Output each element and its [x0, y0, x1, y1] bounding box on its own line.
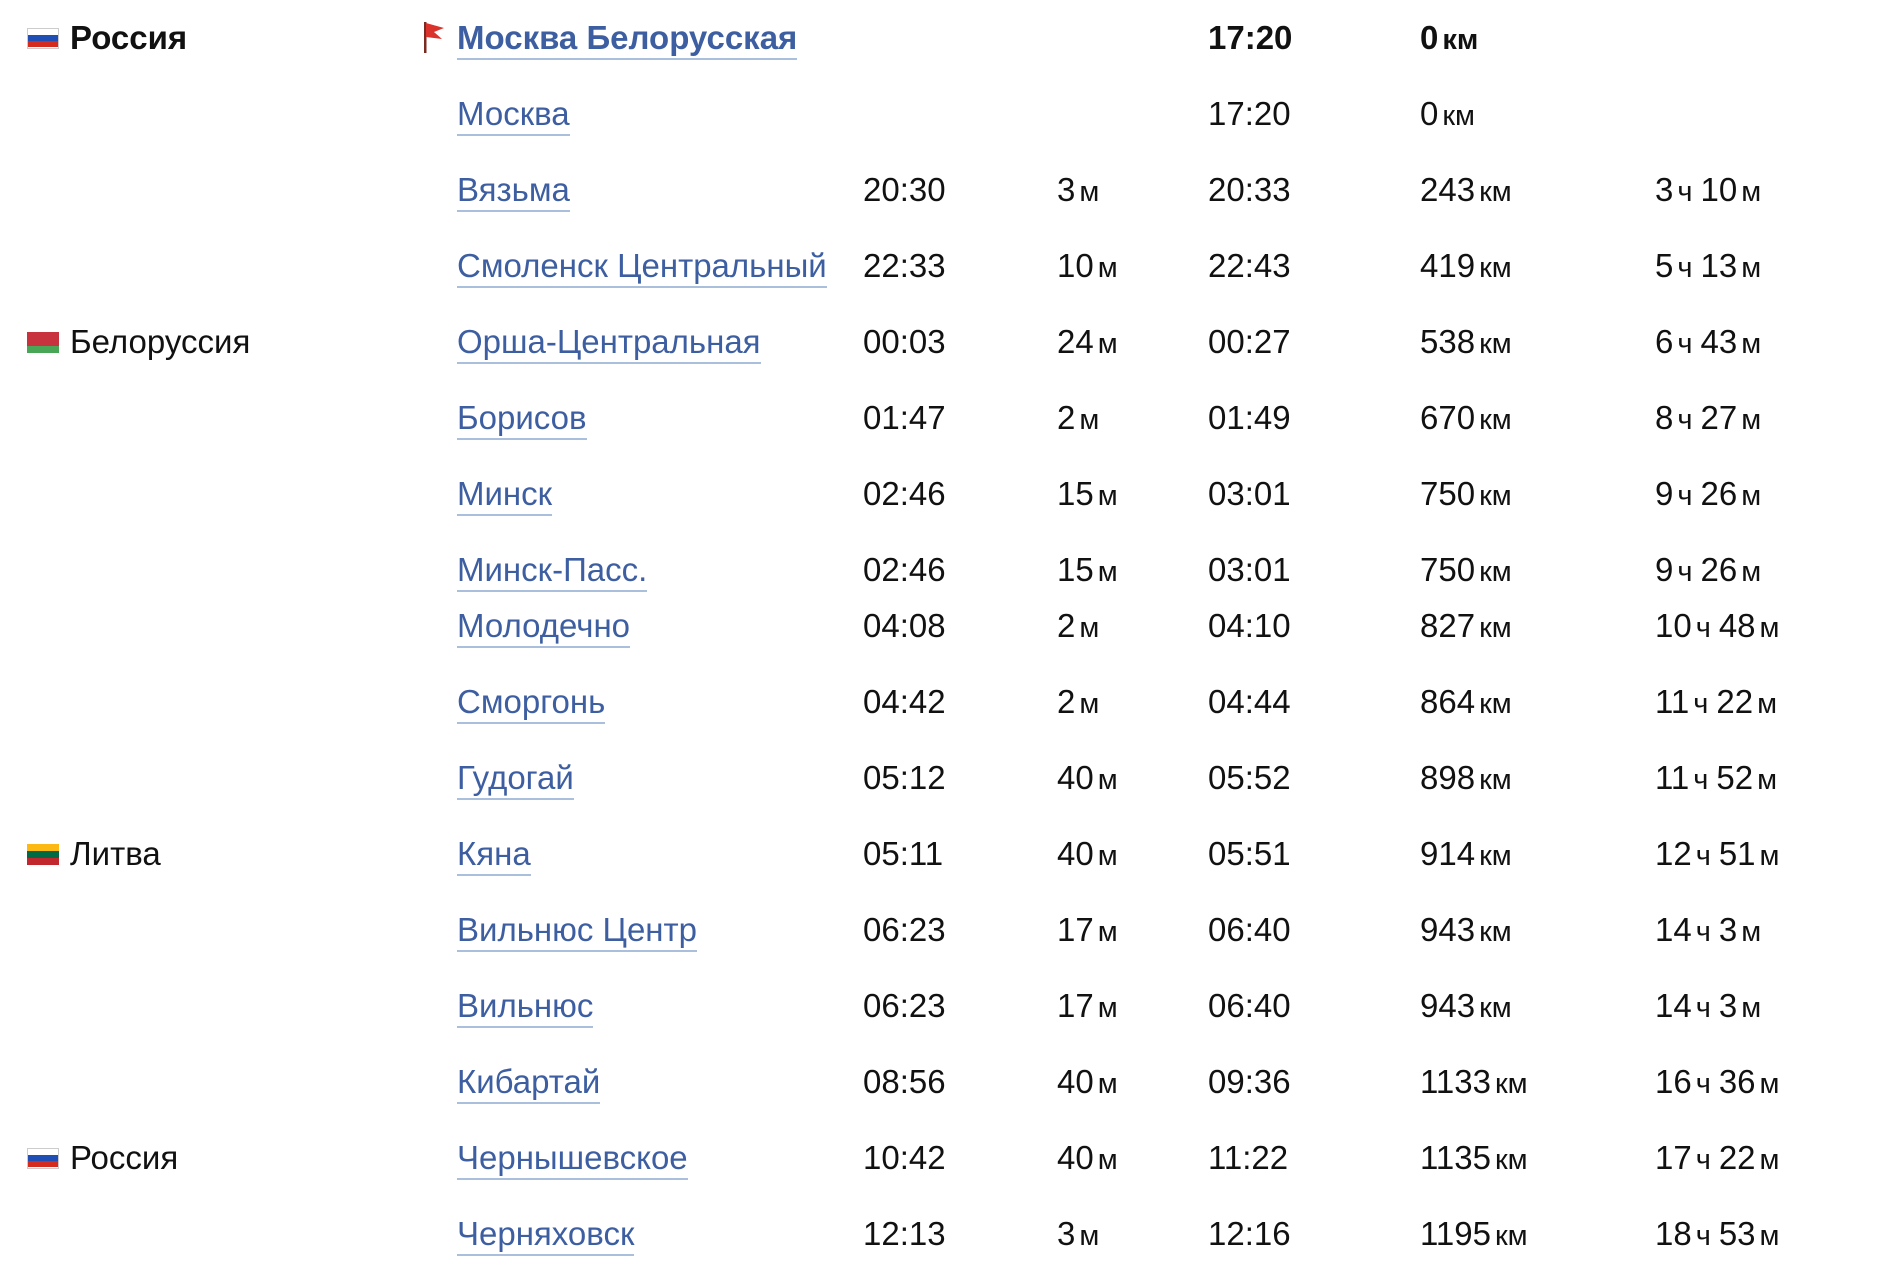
travel-hours: 11 [1655, 683, 1690, 720]
stop-unit: м [1079, 612, 1100, 644]
station-cell [457, 1196, 634, 1272]
distance-value: 914 [1420, 835, 1476, 872]
departure-time: 12:16 [1208, 1215, 1291, 1252]
travel-hours: 14 [1655, 987, 1692, 1024]
travel-minutes: 52 [1716, 759, 1754, 796]
country-cell [27, 816, 161, 892]
distance-unit: км [1479, 404, 1512, 436]
departure-time: 00:27 [1208, 323, 1291, 360]
station-link[interactable]: Черняховск [457, 1215, 634, 1256]
arrival-time: 00:03 [863, 323, 946, 360]
minutes-unit: м [1741, 480, 1762, 512]
station-link[interactable]: Гудогай [457, 759, 574, 800]
hours-unit: ч [1677, 176, 1693, 208]
travel-time [1655, 228, 1761, 304]
departure-time: 17:20 [1208, 95, 1291, 132]
station-cell [457, 456, 552, 532]
arrival-time: 04:42 [863, 683, 946, 720]
departure-time: 11:22 [1208, 1139, 1289, 1176]
hours-unit: ч [1677, 480, 1693, 512]
departure-time: 20:33 [1208, 171, 1291, 208]
distance-value: 0 [1420, 19, 1439, 56]
schedule-row [0, 76, 1890, 152]
distance [1420, 304, 1512, 380]
travel-minutes: 48 [1718, 607, 1756, 644]
schedule-row [0, 380, 1890, 456]
station-link[interactable]: Москва [457, 95, 570, 136]
distance-value: 827 [1420, 607, 1476, 644]
station-cell [457, 1044, 600, 1120]
distance [1420, 588, 1512, 664]
travel-time [1655, 1044, 1779, 1120]
distance-unit: км [1479, 612, 1512, 644]
arrival-time: 12:13 [863, 1215, 946, 1252]
travel-hours: 12 [1655, 835, 1692, 872]
minutes-unit: м [1741, 404, 1762, 436]
travel-minutes: 10 [1700, 171, 1738, 208]
stop-value: 40 [1057, 1063, 1094, 1100]
travel-hours: 9 [1655, 551, 1674, 588]
hours-unit: ч [1693, 688, 1709, 720]
hours-unit: ч [1695, 1068, 1711, 1100]
departure-time: 05:51 [1208, 835, 1291, 872]
arrival-time: 22:33 [863, 247, 946, 284]
distance [1420, 228, 1512, 304]
departure-time: 03:01 [1208, 475, 1291, 512]
station-cell [457, 304, 761, 380]
distance-unit: км [1479, 328, 1512, 360]
distance-unit: км [1442, 24, 1479, 56]
arrival-time: 06:23 [863, 987, 946, 1024]
minutes-unit: м [1741, 176, 1762, 208]
departure-time: 04:44 [1208, 683, 1291, 720]
distance [1420, 740, 1512, 816]
arrival-time: 02:46 [863, 551, 946, 588]
stop-value: 2 [1057, 683, 1076, 720]
stop-duration [1057, 664, 1099, 740]
departure-time: 01:49 [1208, 399, 1291, 436]
stop-unit: м [1097, 1068, 1118, 1100]
travel-hours: 6 [1655, 323, 1674, 360]
schedule-row [0, 1044, 1890, 1120]
stop-value: 3 [1057, 171, 1076, 208]
stop-unit: м [1079, 404, 1100, 436]
travel-hours: 17 [1655, 1139, 1692, 1176]
country-name: Литва [70, 835, 161, 872]
station-link[interactable]: Кибартай [457, 1063, 600, 1104]
distance [1420, 1044, 1528, 1120]
travel-minutes: 22 [1718, 1139, 1756, 1176]
hours-unit: ч [1677, 328, 1693, 360]
distance-value: 1135 [1420, 1139, 1491, 1176]
country-cell [27, 1120, 178, 1196]
minutes-unit: м [1741, 328, 1762, 360]
station-cell [457, 1120, 688, 1196]
departure-time: 09:36 [1208, 1063, 1291, 1100]
distance-unit: км [1479, 764, 1512, 796]
distance-unit: км [1479, 992, 1512, 1024]
minutes-unit: м [1757, 688, 1778, 720]
stop-value: 40 [1057, 759, 1094, 796]
travel-minutes: 27 [1700, 399, 1738, 436]
distance-value: 0 [1420, 95, 1439, 132]
station-cell [457, 740, 574, 816]
distance-value: 419 [1420, 247, 1476, 284]
minutes-unit: м [1759, 612, 1780, 644]
distance-value: 943 [1420, 987, 1476, 1024]
arrival-time: 05:12 [863, 759, 946, 796]
stop-value: 3 [1057, 1215, 1076, 1252]
arrival-time: 04:08 [863, 607, 946, 644]
distance [1420, 892, 1512, 968]
arrival-time: 05:11 [863, 835, 944, 872]
distance-value: 243 [1420, 171, 1476, 208]
distance [1420, 816, 1512, 892]
stop-duration [1057, 1196, 1099, 1272]
station-link[interactable]: Молодечно [457, 607, 630, 648]
travel-hours: 16 [1655, 1063, 1692, 1100]
stop-unit: м [1097, 328, 1118, 360]
travel-time [1655, 816, 1779, 892]
stop-unit: м [1097, 252, 1118, 284]
minutes-unit: м [1741, 992, 1762, 1024]
schedule-row [0, 456, 1890, 532]
hours-unit: ч [1693, 764, 1709, 796]
station-link[interactable]: Орша-Центральная [457, 323, 761, 364]
hours-unit: ч [1695, 992, 1711, 1024]
stop-duration [1057, 968, 1118, 1044]
stop-unit: м [1097, 1144, 1118, 1176]
distance-unit: км [1494, 1068, 1528, 1100]
travel-time [1655, 892, 1761, 968]
distance [1420, 664, 1512, 740]
station-link[interactable]: Борисов [457, 399, 587, 440]
station-cell [457, 968, 593, 1044]
country-cell [27, 0, 187, 76]
travel-hours: 3 [1655, 171, 1674, 208]
stop-value: 40 [1057, 835, 1094, 872]
distance-unit: км [1479, 252, 1512, 284]
stop-unit: м [1097, 992, 1118, 1024]
start-flag-icon [421, 20, 447, 54]
distance [1420, 1196, 1528, 1272]
station-cell [457, 588, 630, 664]
station-cell [457, 816, 531, 892]
hours-unit: ч [1695, 612, 1711, 644]
stop-duration [1057, 228, 1118, 304]
travel-time [1655, 304, 1761, 380]
stop-duration [1057, 152, 1099, 228]
departure-time: 06:40 [1208, 911, 1291, 948]
stop-value: 17 [1057, 987, 1094, 1024]
station-cell [457, 664, 605, 740]
stop-unit: м [1079, 1220, 1100, 1252]
distance-value: 750 [1420, 475, 1476, 512]
stop-duration [1057, 380, 1099, 456]
distance [1420, 152, 1512, 228]
arrival-time: 01:47 [863, 399, 946, 436]
departure-time: 04:10 [1208, 607, 1291, 644]
travel-minutes: 26 [1700, 475, 1738, 512]
departure-time: 05:52 [1208, 759, 1291, 796]
minutes-unit: м [1759, 840, 1780, 872]
travel-time [1655, 588, 1779, 664]
travel-time [1655, 1196, 1779, 1272]
distance [1420, 968, 1512, 1044]
stop-value: 2 [1057, 607, 1076, 644]
stop-duration [1057, 816, 1118, 892]
distance [1420, 456, 1512, 532]
travel-minutes: 3 [1718, 911, 1738, 948]
distance-unit: км [1479, 688, 1512, 720]
stop-duration [1057, 304, 1118, 380]
hours-unit: ч [1695, 916, 1711, 948]
station-link[interactable]: Вильнюс [457, 987, 593, 1028]
schedule-row [0, 0, 1890, 76]
schedule-row [0, 740, 1890, 816]
stop-value: 10 [1057, 247, 1094, 284]
travel-time [1655, 152, 1761, 228]
minutes-unit: м [1741, 556, 1762, 588]
stop-value: 15 [1057, 551, 1094, 588]
station-cell [457, 152, 570, 228]
distance [1420, 0, 1478, 76]
distance [1420, 76, 1475, 152]
travel-time [1655, 740, 1777, 816]
station-link[interactable]: Минск-Пасс. [457, 551, 647, 592]
distance-value: 670 [1420, 399, 1476, 436]
travel-time [1655, 1120, 1779, 1196]
distance-unit: км [1479, 916, 1512, 948]
station-cell [457, 0, 797, 76]
arrival-time: 02:46 [863, 475, 946, 512]
arrival-time: 20:30 [863, 171, 946, 208]
stop-unit: м [1079, 176, 1100, 208]
stop-unit: м [1097, 556, 1118, 588]
travel-minutes: 43 [1700, 323, 1738, 360]
schedule-row [0, 664, 1890, 740]
distance-unit: км [1479, 480, 1512, 512]
stop-unit: м [1097, 764, 1118, 796]
stop-unit: м [1097, 916, 1118, 948]
travel-minutes: 13 [1700, 247, 1738, 284]
hours-unit: ч [1677, 252, 1693, 284]
schedule-row [0, 152, 1890, 228]
arrival-time: 08:56 [863, 1063, 946, 1100]
schedule-row [0, 816, 1890, 892]
stop-value: 40 [1057, 1139, 1094, 1176]
departure-time: 22:43 [1208, 247, 1291, 284]
hours-unit: ч [1677, 556, 1693, 588]
stop-duration [1057, 1044, 1118, 1120]
stop-unit: м [1097, 840, 1118, 872]
country-name: Россия [70, 19, 188, 56]
station-link[interactable]: Минск [457, 475, 552, 516]
minutes-unit: м [1759, 1068, 1780, 1100]
stop-value: 17 [1057, 911, 1094, 948]
arrival-time: 10:42 [863, 1139, 946, 1176]
travel-hours: 10 [1655, 607, 1692, 644]
minutes-unit: м [1759, 1144, 1780, 1176]
schedule-row [0, 1196, 1890, 1272]
distance-value: 864 [1420, 683, 1476, 720]
departure-time: 03:01 [1208, 551, 1291, 588]
travel-time [1655, 968, 1761, 1044]
distance-value: 750 [1420, 551, 1476, 588]
station-cell [457, 380, 587, 456]
stop-duration [1057, 740, 1118, 816]
travel-minutes: 53 [1718, 1215, 1756, 1252]
distance-unit: км [1479, 176, 1512, 208]
departure-time: 17:20 [1208, 19, 1293, 56]
distance-unit: км [1479, 840, 1512, 872]
country-name: Белоруссия [70, 323, 251, 360]
travel-hours: 8 [1655, 399, 1674, 436]
travel-time [1655, 664, 1777, 740]
station-cell [457, 892, 697, 968]
stop-duration [1057, 1120, 1118, 1196]
stop-duration [1057, 456, 1118, 532]
minutes-unit: м [1757, 764, 1778, 796]
travel-minutes: 3 [1718, 987, 1738, 1024]
distance-value: 898 [1420, 759, 1476, 796]
country-name: Россия [70, 1139, 179, 1176]
travel-hours: 11 [1655, 759, 1690, 796]
station-link[interactable]: Кяна [457, 835, 531, 876]
flag-russia-icon [27, 28, 59, 49]
distance-value: 1133 [1420, 1063, 1491, 1100]
schedule-row [0, 228, 1890, 304]
travel-minutes: 22 [1716, 683, 1754, 720]
distance-value: 943 [1420, 911, 1476, 948]
schedule-row [0, 892, 1890, 968]
travel-time [1655, 380, 1761, 456]
schedule-row [0, 1120, 1890, 1196]
travel-hours: 14 [1655, 911, 1692, 948]
station-link[interactable]: Москва Белорусская [457, 19, 797, 60]
distance [1420, 380, 1512, 456]
station-cell [457, 76, 570, 152]
schedule-row [0, 968, 1890, 1044]
flag-belarus-icon [27, 332, 59, 353]
departure-time: 06:40 [1208, 987, 1291, 1024]
stop-value: 24 [1057, 323, 1094, 360]
stop-value: 15 [1057, 475, 1094, 512]
flag-lithuania-icon [27, 844, 59, 865]
flag-russia-icon [27, 1148, 59, 1169]
distance-unit: км [1494, 1220, 1528, 1252]
station-link[interactable]: Вязьма [457, 171, 570, 212]
distance-value: 1195 [1420, 1215, 1491, 1252]
schedule-row [0, 304, 1890, 380]
country-cell [27, 304, 250, 380]
minutes-unit: м [1741, 252, 1762, 284]
travel-hours: 18 [1655, 1215, 1692, 1252]
hours-unit: ч [1695, 1144, 1711, 1176]
station-link[interactable]: Смоленск Центральный [457, 247, 827, 288]
travel-hours: 9 [1655, 475, 1674, 512]
station-link[interactable]: Вильнюс Центр [457, 911, 697, 952]
hours-unit: ч [1677, 404, 1693, 436]
schedule-row [0, 588, 1890, 664]
hours-unit: ч [1695, 840, 1711, 872]
hours-unit: ч [1695, 1220, 1711, 1252]
arrival-time: 06:23 [863, 911, 946, 948]
station-link[interactable]: Сморгонь [457, 683, 605, 724]
distance-unit: км [1442, 100, 1475, 132]
stop-value: 2 [1057, 399, 1076, 436]
distance-value: 538 [1420, 323, 1476, 360]
stop-duration [1057, 892, 1118, 968]
minutes-unit: м [1759, 1220, 1780, 1252]
stop-unit: м [1097, 480, 1118, 512]
distance-unit: км [1479, 556, 1512, 588]
station-cell [457, 228, 827, 304]
stop-unit: м [1079, 688, 1100, 720]
travel-minutes: 26 [1700, 551, 1738, 588]
stop-duration [1057, 588, 1099, 664]
travel-minutes: 36 [1718, 1063, 1756, 1100]
distance [1420, 1120, 1528, 1196]
distance-unit: км [1494, 1144, 1528, 1176]
travel-minutes: 51 [1718, 835, 1756, 872]
station-link[interactable]: Чернышевское [457, 1139, 688, 1180]
travel-time [1655, 456, 1761, 532]
minutes-unit: м [1741, 916, 1762, 948]
travel-hours: 5 [1655, 247, 1674, 284]
